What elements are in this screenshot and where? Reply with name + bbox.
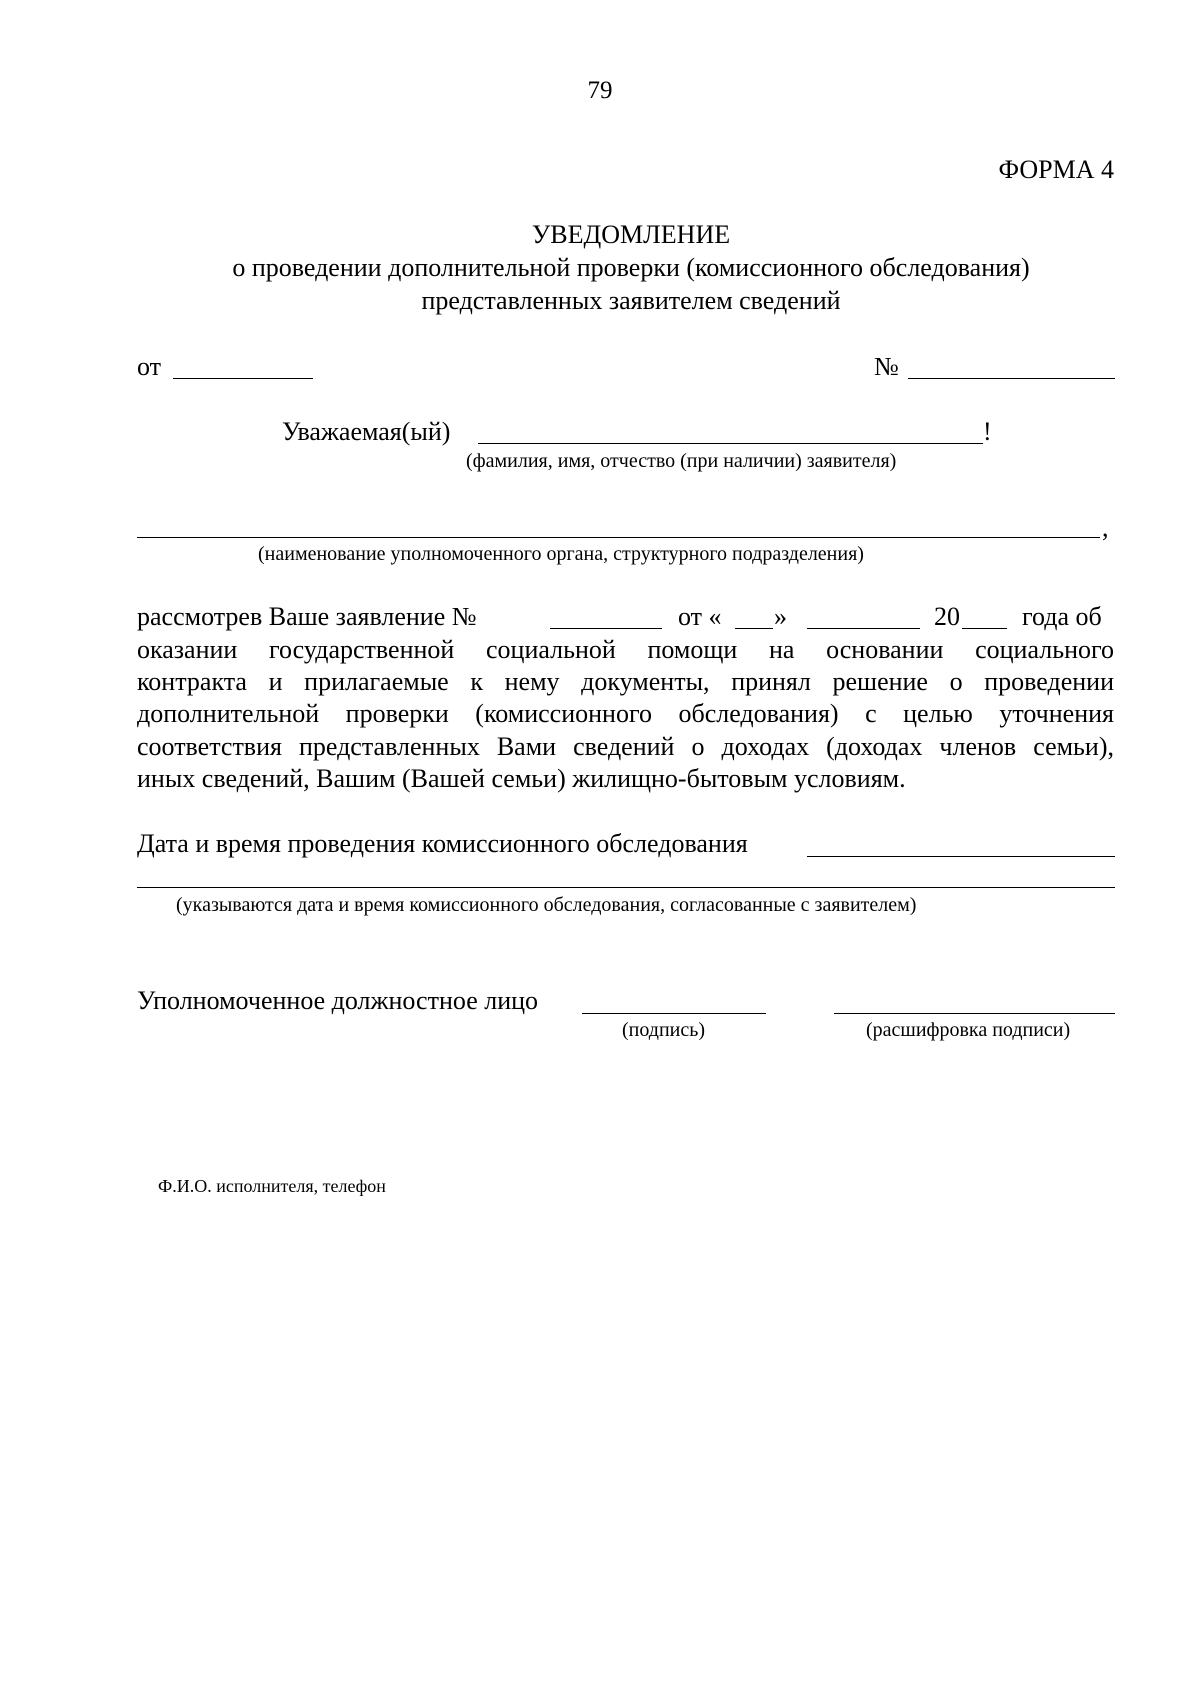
organ-caption: (наименование уполномоченного органа, структурного подразделения): [258, 543, 864, 565]
inspection-date-blank: [807, 856, 1115, 857]
body-line1-a: рассмотрев Ваше заявление №: [137, 602, 477, 631]
day-blank: [735, 628, 773, 629]
body-line1-b: от «: [678, 602, 722, 631]
month-blank: [807, 628, 920, 629]
greeting-caption: (фамилия, имя, отчество (при наличии) заявителя): [466, 450, 897, 472]
body-line1-d: 20: [934, 602, 960, 631]
from-date-blank: [173, 378, 313, 379]
applicant-name-blank: [478, 443, 983, 444]
greeting-label: Уважаемая(ый): [282, 417, 451, 446]
signature-caption: (подпись): [622, 1019, 706, 1041]
number-label: №: [874, 352, 899, 381]
body-line6: иных сведений, Вашим (Вашей семьи) жилищно-бытовым условиям.: [137, 764, 906, 793]
inspection-label: Дата и время проведения комиссионного обследования: [137, 829, 748, 858]
signature-decode-caption: (расшифровка подписи): [866, 1019, 1071, 1041]
greeting-exclamation: !: [983, 417, 992, 446]
body-line1-e: года об: [1022, 602, 1102, 631]
signature-label: Уполномоченное должностное лицо: [137, 986, 539, 1015]
executor-info: Ф.И.О. исполнителя, телефон: [158, 1176, 386, 1196]
inspection-caption: (указываются дата и время комиссионного обследования, согласованные с заявителем): [176, 894, 917, 916]
organ-comma: ,: [1102, 513, 1109, 542]
body-line4: дополнительной проверки (комиссионного обследования) с целью уточнения: [137, 699, 1114, 728]
application-number-blank: [550, 628, 662, 629]
form-label: ФОРМА 4: [998, 155, 1114, 184]
title-subtitle-line2: представленных заявителем сведений: [421, 286, 841, 315]
from-label: от: [137, 352, 162, 381]
year-blank: [962, 628, 1007, 629]
title-subtitle-line1: о проведении дополнительной проверки (комиссионного обследования): [232, 253, 1030, 282]
body-line3: контракта и прилагаемые к нему документы, принял решение о проведении: [137, 667, 1114, 696]
body-line1-c: »: [774, 602, 787, 631]
page-number: 79: [587, 77, 613, 104]
organ-blank: [137, 537, 1100, 538]
signature-blank: [582, 1013, 766, 1014]
inspection-extra-blank: [137, 887, 1115, 888]
signature-decode-blank: [834, 1013, 1115, 1014]
body-line2: оказании государственной социальной помощи на основании социального: [137, 635, 1114, 664]
body-line5: соответствия представленных Вами сведений о доходах (доходах членов семьи),: [137, 732, 1114, 761]
number-blank: [908, 378, 1115, 379]
title-main: УВЕДОМЛЕНИЕ: [531, 220, 731, 249]
